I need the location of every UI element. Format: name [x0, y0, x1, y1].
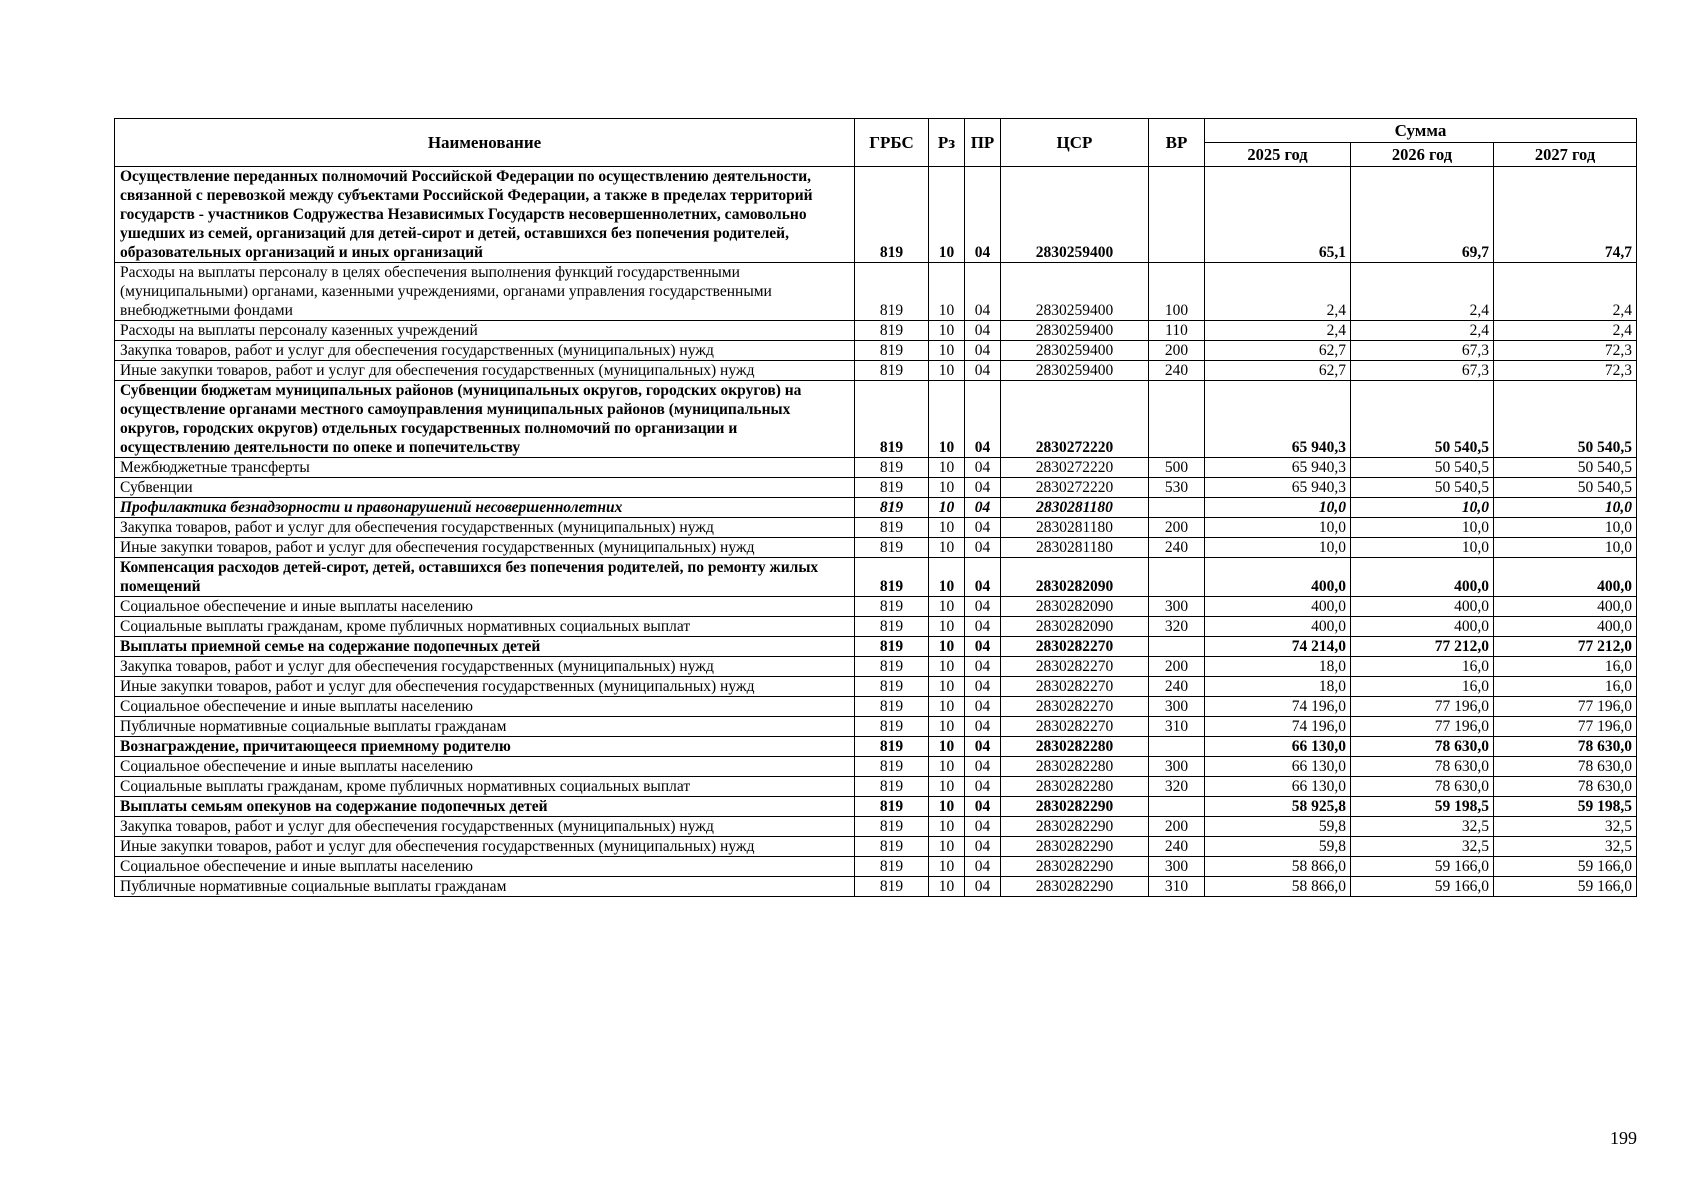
row-csr-cell: 2830282280 — [1001, 777, 1149, 797]
header-pr: ПР — [965, 119, 1001, 167]
row-rz-cell: 10 — [929, 817, 965, 837]
row-2027-cell: 59 166,0 — [1494, 857, 1637, 877]
row-rz-cell: 10 — [929, 777, 965, 797]
row-name-cell: Иные закупки товаров, работ и услуг для обеспечения государственных (муниципальных) нужд — [115, 677, 855, 697]
row-vr-cell — [1149, 637, 1205, 657]
row-name-cell: Социальное обеспечение и иные выплаты населению — [115, 697, 855, 717]
row-vr-cell — [1149, 558, 1205, 597]
table-row — [115, 321, 1637, 341]
row-csr-cell: 2830259400 — [1001, 361, 1149, 381]
row-2026-cell: 16,0 — [1351, 677, 1494, 697]
table-row — [115, 518, 1637, 538]
table-row — [115, 478, 1637, 498]
row-2027-cell: 59 198,5 — [1494, 797, 1637, 817]
row-2027-cell: 50 540,5 — [1494, 381, 1637, 458]
row-rz-cell: 10 — [929, 361, 965, 381]
row-grbs-cell: 819 — [855, 558, 929, 597]
header-grbs: ГРБС — [855, 119, 929, 167]
table-row — [115, 381, 1637, 458]
row-grbs-cell: 819 — [855, 478, 929, 498]
row-csr-cell: 2830282270 — [1001, 657, 1149, 677]
row-pr-cell: 04 — [965, 637, 1001, 657]
row-2027-cell: 78 630,0 — [1494, 737, 1637, 757]
row-grbs-cell: 819 — [855, 757, 929, 777]
row-pr-cell: 04 — [965, 263, 1001, 321]
row-pr-cell: 04 — [965, 498, 1001, 518]
row-name-cell: Закупка товаров, работ и услуг для обеспечения государственных (муниципальных) нужд — [115, 341, 855, 361]
row-2026-cell: 59 166,0 — [1351, 877, 1494, 897]
row-rz-cell: 10 — [929, 637, 965, 657]
row-2026-cell: 400,0 — [1351, 558, 1494, 597]
row-pr-cell: 04 — [965, 857, 1001, 877]
row-2025-cell: 2,4 — [1205, 321, 1351, 341]
row-rz-cell: 10 — [929, 498, 965, 518]
row-csr-cell: 2830282090 — [1001, 558, 1149, 597]
row-2025-cell: 400,0 — [1205, 617, 1351, 637]
row-2026-cell: 78 630,0 — [1351, 757, 1494, 777]
row-grbs-cell: 819 — [855, 538, 929, 558]
row-2027-cell: 78 630,0 — [1494, 757, 1637, 777]
table-row — [115, 597, 1637, 617]
row-csr-cell: 2830282090 — [1001, 597, 1149, 617]
row-pr-cell: 04 — [965, 797, 1001, 817]
row-rz-cell: 10 — [929, 518, 965, 538]
row-rz-cell: 10 — [929, 657, 965, 677]
row-name-cell: Компенсация расходов детей-сирот, детей, оставшихся без попечения родителей, по ремонту жилых помещений — [115, 558, 855, 597]
table-row — [115, 857, 1637, 877]
header-vr: ВР — [1149, 119, 1205, 167]
row-pr-cell: 04 — [965, 558, 1001, 597]
row-2025-cell: 66 130,0 — [1205, 777, 1351, 797]
row-2025-cell: 74 196,0 — [1205, 697, 1351, 717]
row-grbs-cell: 819 — [855, 637, 929, 657]
row-rz-cell: 10 — [929, 458, 965, 478]
row-2025-cell: 66 130,0 — [1205, 757, 1351, 777]
row-csr-cell: 2830282270 — [1001, 717, 1149, 737]
row-name-cell: Расходы на выплаты персоналу казенных учреждений — [115, 321, 855, 341]
row-2025-cell: 62,7 — [1205, 361, 1351, 381]
row-pr-cell: 04 — [965, 657, 1001, 677]
row-csr-cell: 2830282280 — [1001, 737, 1149, 757]
row-csr-cell: 2830259400 — [1001, 341, 1149, 361]
row-pr-cell: 04 — [965, 518, 1001, 538]
row-pr-cell: 04 — [965, 617, 1001, 637]
table-row — [115, 777, 1637, 797]
table-row — [115, 498, 1637, 518]
row-csr-cell: 2830282290 — [1001, 837, 1149, 857]
row-2026-cell: 10,0 — [1351, 518, 1494, 538]
row-pr-cell: 04 — [965, 777, 1001, 797]
row-2027-cell: 72,3 — [1494, 341, 1637, 361]
row-pr-cell: 04 — [965, 361, 1001, 381]
table-row — [115, 757, 1637, 777]
row-vr-cell — [1149, 737, 1205, 757]
row-grbs-cell: 819 — [855, 617, 929, 637]
row-grbs-cell: 819 — [855, 817, 929, 837]
row-2025-cell: 2,4 — [1205, 263, 1351, 321]
row-2027-cell: 50 540,5 — [1494, 478, 1637, 498]
row-csr-cell: 2830272220 — [1001, 381, 1149, 458]
row-csr-cell: 2830282270 — [1001, 677, 1149, 697]
row-vr-cell: 300 — [1149, 757, 1205, 777]
row-pr-cell: 04 — [965, 458, 1001, 478]
row-name-cell: Закупка товаров, работ и услуг для обеспечения государственных (муниципальных) нужд — [115, 657, 855, 677]
row-vr-cell: 240 — [1149, 837, 1205, 857]
row-csr-cell: 2830282290 — [1001, 857, 1149, 877]
row-rz-cell: 10 — [929, 597, 965, 617]
row-grbs-cell: 819 — [855, 737, 929, 757]
row-csr-cell: 2830281180 — [1001, 518, 1149, 538]
row-vr-cell: 200 — [1149, 657, 1205, 677]
table-row — [115, 837, 1637, 857]
budget-table — [114, 118, 1637, 897]
row-name-cell: Выплаты приемной семье на содержание подопечных детей — [115, 637, 855, 657]
row-csr-cell: 2830281180 — [1001, 498, 1149, 518]
row-vr-cell: 300 — [1149, 857, 1205, 877]
row-pr-cell: 04 — [965, 478, 1001, 498]
row-vr-cell: 200 — [1149, 341, 1205, 361]
row-2025-cell: 400,0 — [1205, 558, 1351, 597]
row-name-cell: Иные закупки товаров, работ и услуг для обеспечения государственных (муниципальных) нужд — [115, 538, 855, 558]
row-rz-cell: 10 — [929, 737, 965, 757]
row-2025-cell: 59,8 — [1205, 837, 1351, 857]
row-name-cell: Субвенции — [115, 478, 855, 498]
row-2027-cell: 10,0 — [1494, 518, 1637, 538]
row-2026-cell: 78 630,0 — [1351, 737, 1494, 757]
row-rz-cell: 10 — [929, 617, 965, 637]
row-grbs-cell: 819 — [855, 263, 929, 321]
row-name-cell: Публичные нормативные социальные выплаты гражданам — [115, 877, 855, 897]
row-pr-cell: 04 — [965, 167, 1001, 263]
header-name: Наименование — [115, 119, 855, 167]
row-rz-cell: 10 — [929, 697, 965, 717]
row-2026-cell: 2,4 — [1351, 263, 1494, 321]
row-2027-cell: 2,4 — [1494, 321, 1637, 341]
row-name-cell: Вознаграждение, причитающееся приемному родителю — [115, 737, 855, 757]
row-2027-cell: 77 196,0 — [1494, 717, 1637, 737]
row-2027-cell: 32,5 — [1494, 837, 1637, 857]
row-vr-cell — [1149, 498, 1205, 518]
row-pr-cell: 04 — [965, 597, 1001, 617]
row-2026-cell: 77 196,0 — [1351, 697, 1494, 717]
row-grbs-cell: 819 — [855, 361, 929, 381]
table-row — [115, 817, 1637, 837]
row-pr-cell: 04 — [965, 817, 1001, 837]
row-2026-cell: 50 540,5 — [1351, 381, 1494, 458]
row-grbs-cell: 819 — [855, 657, 929, 677]
row-rz-cell: 10 — [929, 677, 965, 697]
row-2025-cell: 400,0 — [1205, 597, 1351, 617]
row-2025-cell: 74 214,0 — [1205, 637, 1351, 657]
table-row — [115, 538, 1637, 558]
row-grbs-cell: 819 — [855, 857, 929, 877]
row-rz-cell: 10 — [929, 341, 965, 361]
row-pr-cell: 04 — [965, 757, 1001, 777]
row-2027-cell: 16,0 — [1494, 657, 1637, 677]
row-vr-cell — [1149, 381, 1205, 458]
row-name-cell: Закупка товаров, работ и услуг для обеспечения государственных (муниципальных) нужд — [115, 817, 855, 837]
table-row — [115, 697, 1637, 717]
row-name-cell: Выплаты семьям опекунов на содержание подопечных детей — [115, 797, 855, 817]
row-2025-cell: 10,0 — [1205, 538, 1351, 558]
table-row — [115, 361, 1637, 381]
row-name-cell: Осуществление переданных полномочий Российской Федерации по осуществлению деятельности, связанной с перевозкой между субъектами Российской Федерации, а также в пределах территорий государств - участников Содружества Независимых Государств несовершеннолетних, самовольно ушедших из семей, организаций для детей-сирот и детей, оставшихся без попечения родителей, образовательных организаций и иных организаций — [115, 167, 855, 263]
row-2025-cell: 10,0 — [1205, 498, 1351, 518]
row-2027-cell: 2,4 — [1494, 263, 1637, 321]
row-2027-cell: 400,0 — [1494, 617, 1637, 637]
row-pr-cell: 04 — [965, 877, 1001, 897]
row-2026-cell: 59 166,0 — [1351, 857, 1494, 877]
table-row — [115, 558, 1637, 597]
header-rz: Рз — [929, 119, 965, 167]
row-2027-cell: 77 212,0 — [1494, 637, 1637, 657]
row-name-cell: Социальное обеспечение и иные выплаты населению — [115, 757, 855, 777]
row-2025-cell: 58 866,0 — [1205, 877, 1351, 897]
row-vr-cell: 240 — [1149, 538, 1205, 558]
row-vr-cell: 300 — [1149, 597, 1205, 617]
row-pr-cell: 04 — [965, 737, 1001, 757]
row-vr-cell: 110 — [1149, 321, 1205, 341]
row-grbs-cell: 819 — [855, 381, 929, 458]
row-2025-cell: 65 940,3 — [1205, 381, 1351, 458]
row-2027-cell: 10,0 — [1494, 498, 1637, 518]
table-row — [115, 657, 1637, 677]
row-vr-cell: 500 — [1149, 458, 1205, 478]
row-2025-cell: 58 925,8 — [1205, 797, 1351, 817]
row-name-cell: Публичные нормативные социальные выплаты гражданам — [115, 717, 855, 737]
row-2025-cell: 18,0 — [1205, 657, 1351, 677]
row-pr-cell: 04 — [965, 321, 1001, 341]
header-sum: Сумма — [1205, 119, 1637, 143]
header-year-2025: 2025 год — [1205, 143, 1351, 167]
row-2026-cell: 32,5 — [1351, 817, 1494, 837]
row-rz-cell: 10 — [929, 757, 965, 777]
row-grbs-cell: 819 — [855, 518, 929, 538]
row-name-cell: Иные закупки товаров, работ и услуг для обеспечения государственных (муниципальных) нужд — [115, 361, 855, 381]
row-2027-cell: 77 196,0 — [1494, 697, 1637, 717]
row-name-cell: Закупка товаров, работ и услуг для обеспечения государственных (муниципальных) нужд — [115, 518, 855, 538]
row-name-cell: Субвенции бюджетам муниципальных районов (муниципальных округов, городских округов) на осуществление органами местного самоуправления муниципальных районов (муниципальных округов, городских округов) отдельных государственных полномочий по организации и осуществлению деятельности по опеке и попечительству — [115, 381, 855, 458]
row-vr-cell: 100 — [1149, 263, 1205, 321]
row-2027-cell: 72,3 — [1494, 361, 1637, 381]
row-vr-cell: 320 — [1149, 777, 1205, 797]
header-year-2027: 2027 год — [1494, 143, 1637, 167]
row-grbs-cell: 819 — [855, 341, 929, 361]
row-vr-cell: 240 — [1149, 361, 1205, 381]
page-number: 199 — [1610, 1128, 1637, 1148]
row-2027-cell: 78 630,0 — [1494, 777, 1637, 797]
table-row — [115, 877, 1637, 897]
row-2026-cell: 10,0 — [1351, 538, 1494, 558]
row-pr-cell: 04 — [965, 697, 1001, 717]
row-2025-cell: 10,0 — [1205, 518, 1351, 538]
row-pr-cell: 04 — [965, 677, 1001, 697]
row-2026-cell: 16,0 — [1351, 657, 1494, 677]
row-name-cell: Межбюджетные трансферты — [115, 458, 855, 478]
header-year-2026: 2026 год — [1351, 143, 1494, 167]
row-rz-cell: 10 — [929, 717, 965, 737]
row-grbs-cell: 819 — [855, 597, 929, 617]
row-2025-cell: 74 196,0 — [1205, 717, 1351, 737]
row-grbs-cell: 819 — [855, 697, 929, 717]
row-grbs-cell: 819 — [855, 837, 929, 857]
row-2027-cell: 59 166,0 — [1494, 877, 1637, 897]
row-grbs-cell: 819 — [855, 877, 929, 897]
row-vr-cell: 240 — [1149, 677, 1205, 697]
row-2026-cell: 67,3 — [1351, 341, 1494, 361]
row-csr-cell: 2830281180 — [1001, 538, 1149, 558]
row-2026-cell: 2,4 — [1351, 321, 1494, 341]
row-2026-cell: 50 540,5 — [1351, 458, 1494, 478]
row-2026-cell: 69,7 — [1351, 167, 1494, 263]
row-csr-cell: 2830259400 — [1001, 263, 1149, 321]
row-grbs-cell: 819 — [855, 498, 929, 518]
row-rz-cell: 10 — [929, 321, 965, 341]
row-2027-cell: 400,0 — [1494, 597, 1637, 617]
row-2025-cell: 66 130,0 — [1205, 737, 1351, 757]
row-2026-cell: 10,0 — [1351, 498, 1494, 518]
row-2027-cell: 10,0 — [1494, 538, 1637, 558]
row-vr-cell: 200 — [1149, 518, 1205, 538]
table-body — [115, 167, 1637, 897]
row-pr-cell: 04 — [965, 381, 1001, 458]
row-vr-cell: 530 — [1149, 478, 1205, 498]
row-rz-cell: 10 — [929, 877, 965, 897]
row-pr-cell: 04 — [965, 341, 1001, 361]
row-csr-cell: 2830282290 — [1001, 797, 1149, 817]
row-grbs-cell: 819 — [855, 167, 929, 263]
row-csr-cell: 2830272220 — [1001, 478, 1149, 498]
header-csr: ЦСР — [1001, 119, 1149, 167]
row-2025-cell: 18,0 — [1205, 677, 1351, 697]
row-2026-cell: 78 630,0 — [1351, 777, 1494, 797]
row-2026-cell: 77 212,0 — [1351, 637, 1494, 657]
row-2025-cell: 65,1 — [1205, 167, 1351, 263]
row-vr-cell: 300 — [1149, 697, 1205, 717]
row-csr-cell: 2830272220 — [1001, 458, 1149, 478]
row-rz-cell: 10 — [929, 797, 965, 817]
row-grbs-cell: 819 — [855, 777, 929, 797]
row-pr-cell: 04 — [965, 837, 1001, 857]
table-header — [115, 119, 1637, 167]
row-2026-cell: 400,0 — [1351, 597, 1494, 617]
row-vr-cell: 310 — [1149, 717, 1205, 737]
row-2026-cell: 67,3 — [1351, 361, 1494, 381]
row-grbs-cell: 819 — [855, 797, 929, 817]
table-row — [115, 263, 1637, 321]
table-row — [115, 677, 1637, 697]
table-row — [115, 167, 1637, 263]
row-2027-cell: 400,0 — [1494, 558, 1637, 597]
row-csr-cell: 2830282290 — [1001, 877, 1149, 897]
row-2025-cell: 62,7 — [1205, 341, 1351, 361]
row-2027-cell: 32,5 — [1494, 817, 1637, 837]
row-rz-cell: 10 — [929, 381, 965, 458]
row-pr-cell: 04 — [965, 538, 1001, 558]
table-row — [115, 737, 1637, 757]
row-2026-cell: 32,5 — [1351, 837, 1494, 857]
row-grbs-cell: 819 — [855, 458, 929, 478]
table-row — [115, 617, 1637, 637]
row-name-cell: Иные закупки товаров, работ и услуг для обеспечения государственных (муниципальных) нужд — [115, 837, 855, 857]
row-csr-cell: 2830282270 — [1001, 637, 1149, 657]
row-name-cell: Профилактика безнадзорности и правонарушений несовершеннолетних — [115, 498, 855, 518]
row-csr-cell: 2830282270 — [1001, 697, 1149, 717]
row-vr-cell: 310 — [1149, 877, 1205, 897]
table-row — [115, 637, 1637, 657]
row-pr-cell: 04 — [965, 717, 1001, 737]
row-vr-cell: 200 — [1149, 817, 1205, 837]
table-row — [115, 797, 1637, 817]
row-rz-cell: 10 — [929, 478, 965, 498]
row-csr-cell: 2830259400 — [1001, 167, 1149, 263]
row-rz-cell: 10 — [929, 263, 965, 321]
row-rz-cell: 10 — [929, 857, 965, 877]
row-csr-cell: 2830282280 — [1001, 757, 1149, 777]
row-name-cell: Социальное обеспечение и иные выплаты населению — [115, 597, 855, 617]
table-row — [115, 717, 1637, 737]
row-2025-cell: 65 940,3 — [1205, 478, 1351, 498]
row-csr-cell: 2830259400 — [1001, 321, 1149, 341]
row-2025-cell: 59,8 — [1205, 817, 1351, 837]
row-2026-cell: 400,0 — [1351, 617, 1494, 637]
row-rz-cell: 10 — [929, 538, 965, 558]
row-csr-cell: 2830282090 — [1001, 617, 1149, 637]
row-2026-cell: 59 198,5 — [1351, 797, 1494, 817]
row-2026-cell: 50 540,5 — [1351, 478, 1494, 498]
row-name-cell: Социальные выплаты гражданам, кроме публичных нормативных социальных выплат — [115, 617, 855, 637]
row-vr-cell — [1149, 797, 1205, 817]
row-2027-cell: 74,7 — [1494, 167, 1637, 263]
row-2025-cell: 65 940,3 — [1205, 458, 1351, 478]
row-2026-cell: 77 196,0 — [1351, 717, 1494, 737]
row-2025-cell: 58 866,0 — [1205, 857, 1351, 877]
row-grbs-cell: 819 — [855, 321, 929, 341]
row-name-cell: Социальные выплаты гражданам, кроме публичных нормативных социальных выплат — [115, 777, 855, 797]
row-vr-cell: 320 — [1149, 617, 1205, 637]
table-row — [115, 341, 1637, 361]
row-2027-cell: 16,0 — [1494, 677, 1637, 697]
row-rz-cell: 10 — [929, 837, 965, 857]
row-vr-cell — [1149, 167, 1205, 263]
row-csr-cell: 2830282290 — [1001, 817, 1149, 837]
row-name-cell: Расходы на выплаты персоналу в целях обеспечения выполнения функций государственными (муниципальными) органами, казенными учреждениями, органами управления государственными внебюджетными фондами — [115, 263, 855, 321]
row-name-cell: Социальное обеспечение и иные выплаты населению — [115, 857, 855, 877]
row-grbs-cell: 819 — [855, 717, 929, 737]
table-row — [115, 458, 1637, 478]
row-grbs-cell: 819 — [855, 677, 929, 697]
row-rz-cell: 10 — [929, 167, 965, 263]
row-rz-cell: 10 — [929, 558, 965, 597]
row-2027-cell: 50 540,5 — [1494, 458, 1637, 478]
